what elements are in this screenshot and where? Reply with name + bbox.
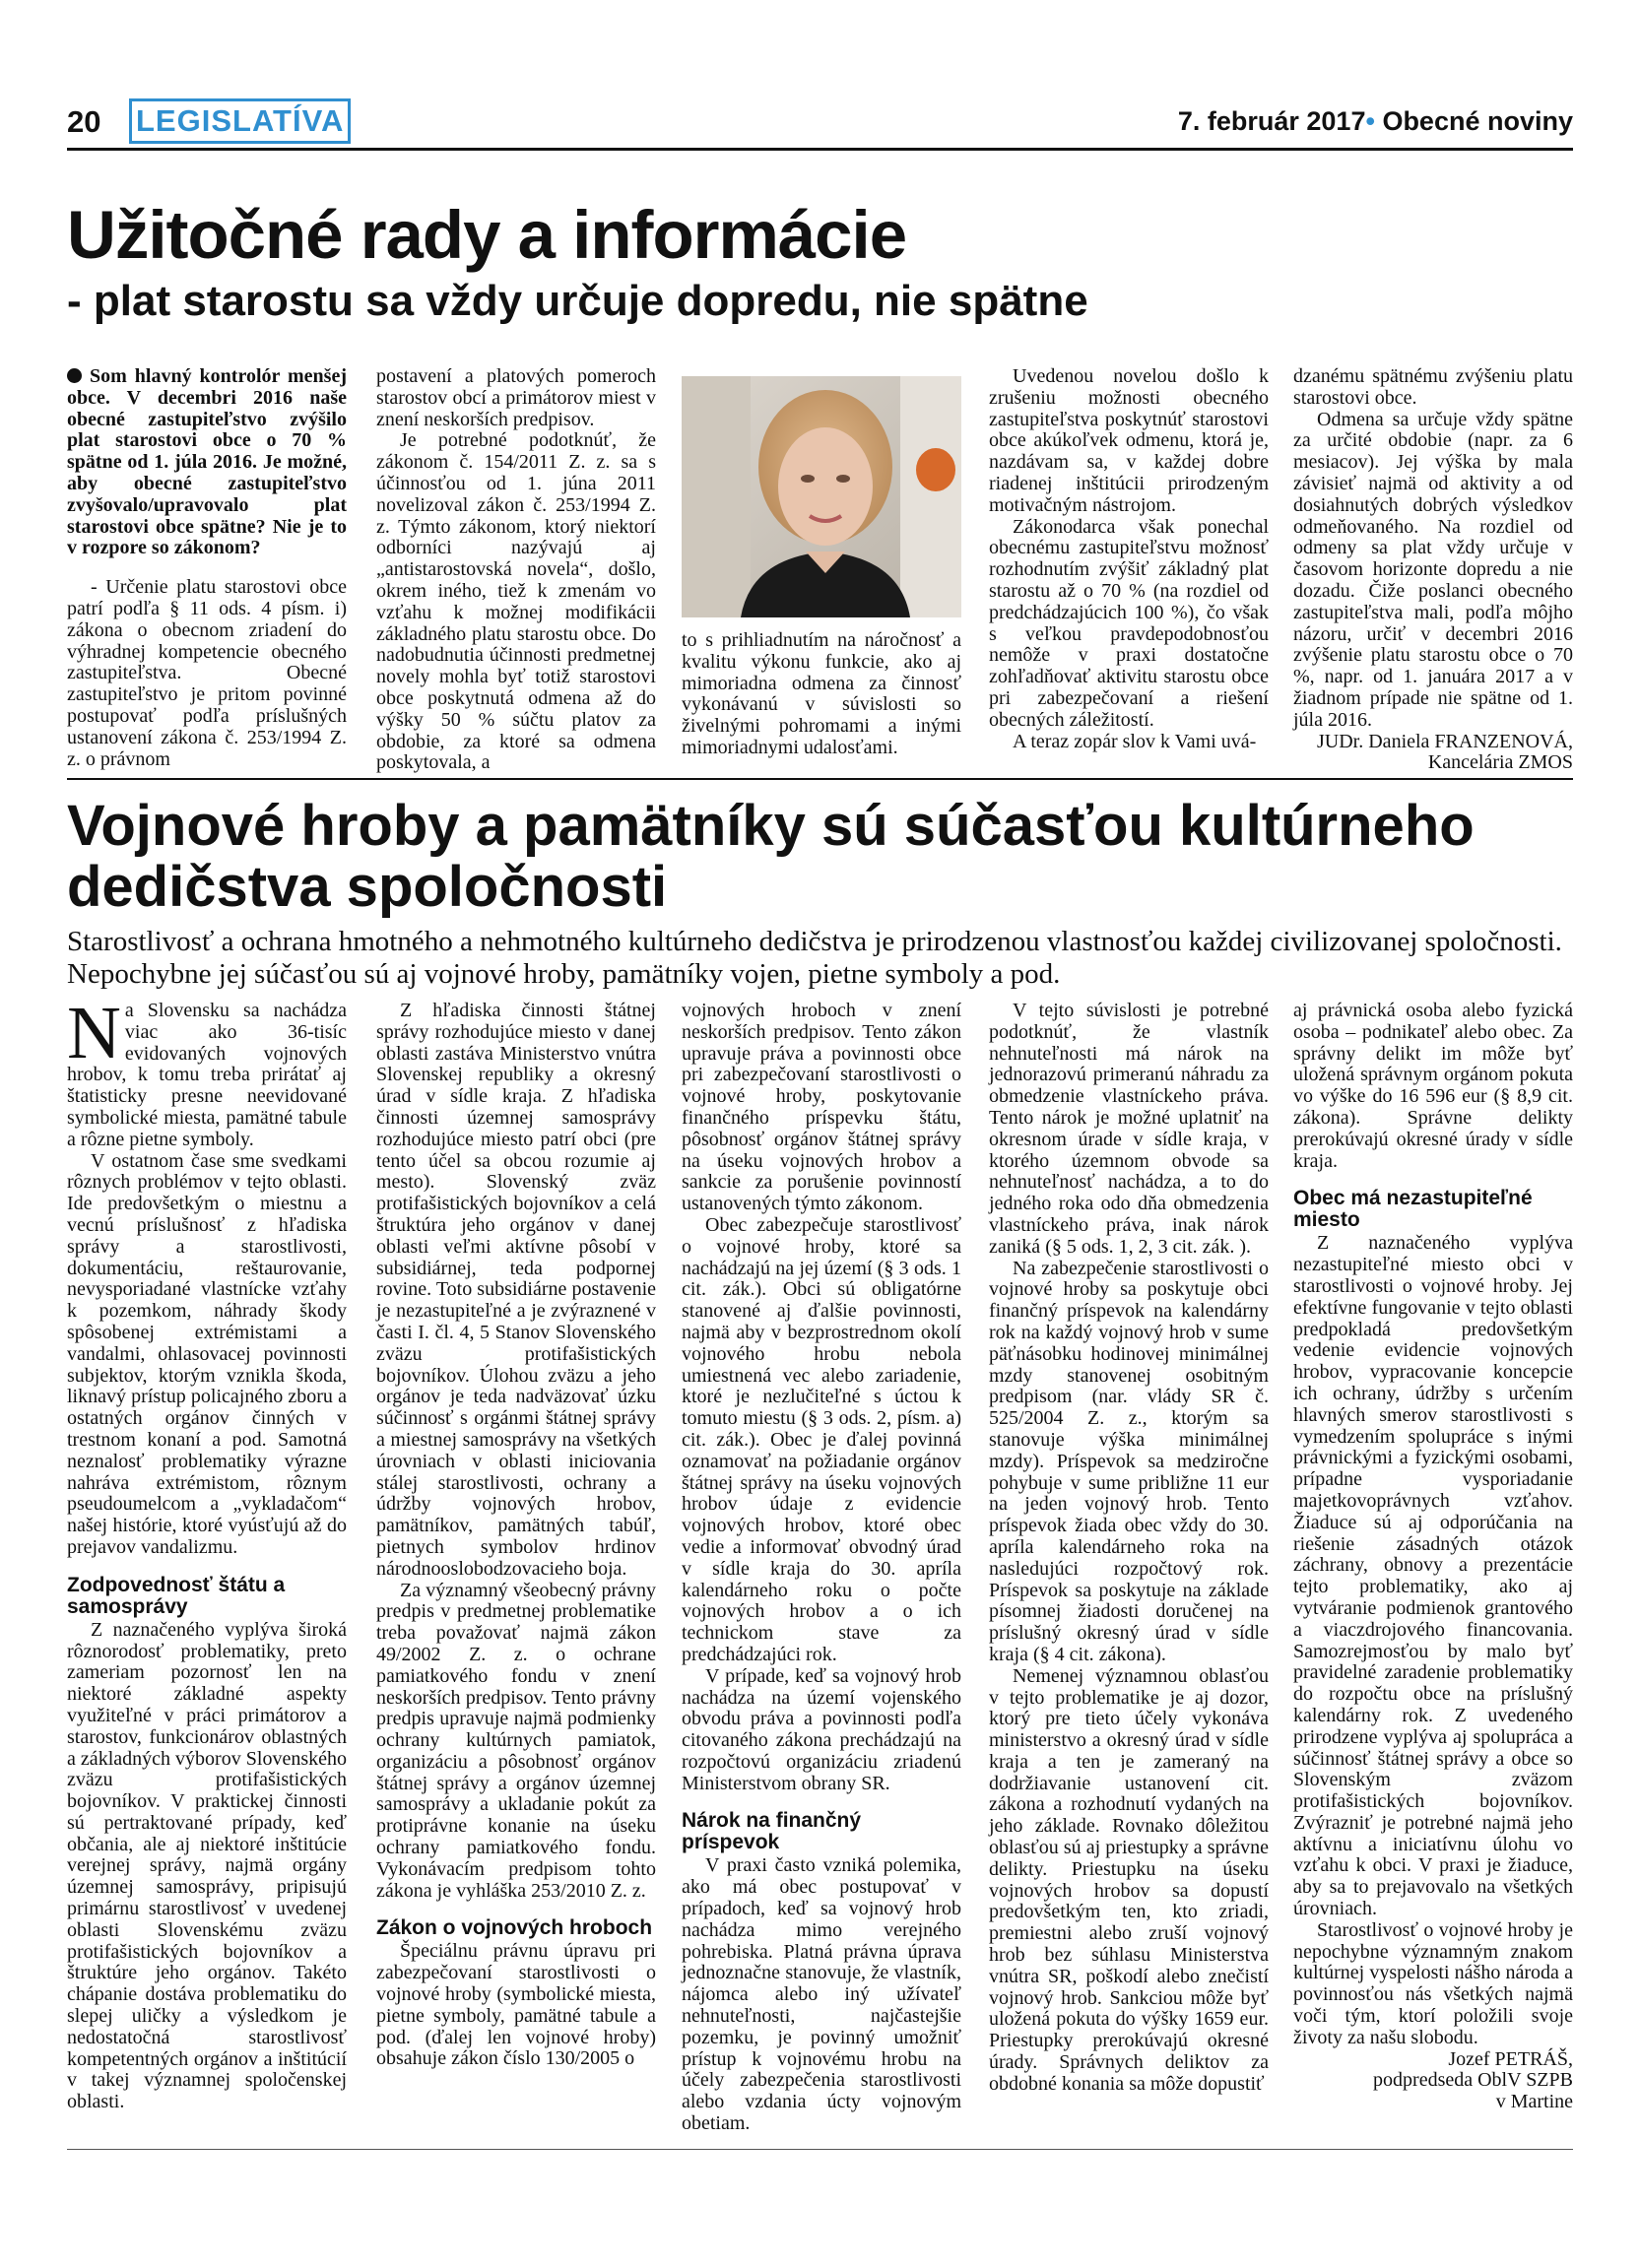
author-name: Jozef PETRÁŠ, bbox=[1448, 2047, 1573, 2070]
author-organization: Kancelária ZMOS bbox=[1427, 751, 1573, 774]
article2-column-4 bbox=[989, 1001, 1269, 2096]
paragraph: Na Slovensku sa nachádza viac ako 36-tisíc evidovaných vojnových hrobov, k tomu treba prirátať aj štatisticky presne neevidované symbolické miesta, pamätné tabule a rôzne pietne symboly. bbox=[67, 992, 347, 1150]
paragraph: - Určenie platu starostovi obce patrí podľa § 11 ods. 4 písm. i) zákona o obecnom zriadení do výhradnej kompetencie obecného zastupiteľstva. Obecné zastupiteľstvo je pritom povinné postupovať podľa príslušných ustanovení zákona č. 253/1994 Z. z. o právnom bbox=[67, 576, 347, 770]
paragraph: Z hľadiska činnosti štátnej správy rozhodujúce miesto v danej oblasti zastáva Ministerstvo vnútra Slovenskej republiky a okresný úrad v sídle kraja. Z hľadiska činnosti územnej samosprávy rozhodujúce miesto patrí obci (pre tento účel sa obcou rozumie aj mesto). Slovenský zväz protifašistických bojovníkov a celá štruktúra jeho orgánov v danej oblasti veľmi aktívne pôsobí v subsidiárnej, teda podpornej rovine. Toto subsidiárne postavenie je nezastupiteľné a je zvýraznené v časti I. čl. 4, 5 Stanov Slovenského zväzu protifašistických bojovníkov. Úlohou zväzu a jeho orgánov je teda nadväzovať úzku súčinnosť s orgánmi štátnej správy a miestnej samosprávy na všetkých úrovniach v oblasti iniciovania stálej starostlivosti, ochrany a údržby vojnových hrobov, pamätníkov, pamätných tabúľ, pietnych symbolov hrdinov národnooslobodzovacieho boja. bbox=[376, 1000, 656, 1580]
paragraph: Z naznačeného vyplýva nezastupiteľné miesto obci v starostlivosti o vojnové hroby. Jej efektívne fungovanie v tejto oblasti predpokladá predovšetkým vedenie evidencie vojnových hrobov, vypracovanie koncepcie ich ochrany, údržby s určením hlavných smerov starostlivosti s vymedzením spolupráce s inými právnickými a fyzickými osobami, prípadne vysporiadanie majetkovoprávnych vzťahov. Žiaduce sú aj odporúčania na riešenie zásadných otázok záchrany, obnovy a prezentácie tejto problematiky, ako aj vytváranie podmienok grantového a viaczdrojového financovania. Samozrejmosťou by malo byť pravidelné zaradenie problematiky do rozpočtu obce na príslušný kalendárny rok. Z uvedeného prirodzene vyplýva aj spolupráca a súčinnosť štátnej správy a obce so Slovenským zväzom protifašistických bojovníkov. Zvýrazniť je potrebné najmä jeho aktívnu a iniciatívnu úlohu vo vzťahu k obci. V praxi je žiaduce, aby sa to prejavovalo na všetkých úrovniach. bbox=[1293, 1232, 1573, 1920]
paragraph: Z naznačeného vyplýva široká rôznorodosť problematiky, preto zameriam pozornosť len na niektoré základné aspekty využiteľné v práci primátorov a starostov, funkcionárov oblastných a základných výborov Slovenského zväzu protifašistických bojovníkov. V praktickej činnosti sú pertraktované prípady, keď občania, ale aj niektoré inštitúcie verejnej správy, najmä orgány územnej samosprávy, pripisujú primárnu starostlivosť v uvedenej oblasti Slovenskému zväzu protifašistických bojovníkov a štruktúre jeho orgánov. Takéto chápanie dostáva problematiku do slepej uličky a výsledkom je nedostatočná starostlivosť kompetentných orgánov a inštitúcií v takej významnej spoločenskej oblasti. bbox=[67, 1618, 347, 2113]
subheading: Zodpovednosť štátu a samosprávy bbox=[67, 1573, 286, 1618]
article1-column-3 bbox=[682, 630, 961, 759]
article2-title: Vojnové hroby a pamätníky sú súčasťou kultúrneho dedičstva spoločnosti bbox=[67, 794, 1475, 919]
article2-lead: Starostlivosť a ochrana hmotného a nehmotného kultúrneho dedičstva je prirodzenou vlastnosťou každej civilizovanej spoločnosti. Nepochybne jej súčasťou sú aj vojnové hroby, pamätníky vojen, pietne symboly a pod. bbox=[67, 926, 1562, 990]
paragraph: Odmena sa určuje vždy spätne za určité obdobie (napr. za 6 mesiacov). Jej výška by mala závisieť najmä od aktivity a od dosiahnutých dobrých výsledkov odmeňovaného. Na rozdiel od odmeny sa plat vždy určuje v časovom horizonte dopredu a nie dozadu. Čiže poslanci obecného zastupiteľstva mali, podľa môjho názoru, určiť v decembri 2016 zvýšenie platu starostu obce o 70 %, napr. od 1. januára 2017 a v žiadnom prípade nie spätne od 1. júla 2016. bbox=[1293, 408, 1573, 731]
issue-date: 7. február 2017 bbox=[1177, 106, 1366, 136]
paragraph: Je potrebné podotknúť, že zákonom č. 154/2011 Z. z. sa s účinnosťou od 1. júna 2011 novelizoval zákon č. 253/1994 Z. z. Týmto zákonom, ktorý niektorí odborníci nazývajú aj „antistarostovská novela“, došlo, okrem iného, tiež k zmenám vo vzťahu k možnej modifikácii základného platu starostu obce. Do nadobudnutia účinnosti predmetnej novely mohla byť totiž starostovi obce poskytnutá odmena až do výšky 50 % súčtu platov za obdobie, za ktoré sa odmena poskytovala, a bbox=[376, 429, 656, 774]
page-number: 20 bbox=[67, 104, 101, 139]
paragraph: to s prihliadnutím na náročnosť a kvalitu výkonu funkcie, ako aj mimoriadna odmena za činnosť vykonávanú v súvislosti so živelnými pohromami a inými mimoriadnymi udalosťami. bbox=[682, 629, 961, 758]
author-photo bbox=[682, 376, 961, 617]
author-role: podpredseda OblV SZPB bbox=[1373, 2069, 1573, 2092]
paragraph: Starostlivosť o vojnové hroby je nepochybne významným znakom kultúrnej vyspelosti nášho národa a povinnosťou nás všetkých najmä voči tým, ktorí položili svoje životy za našu slobodu. bbox=[1293, 1918, 1573, 2048]
drop-cap: N bbox=[67, 992, 121, 1074]
paragraph: postavení a platových pomeroch starostov obcí a primátorov miest v znení neskorších predpisov. bbox=[376, 365, 656, 430]
header-rule bbox=[67, 148, 1573, 151]
paragraph: dzanému spätnému zvýšeniu platu starostovi obce. bbox=[1293, 365, 1573, 409]
subheading: Nárok na finančný príspevok bbox=[682, 1809, 862, 1854]
section-label: LEGISLATÍVA bbox=[129, 98, 351, 144]
article1-column-2 bbox=[376, 366, 656, 774]
article-divider bbox=[67, 778, 1573, 780]
subheading: Zákon o vojnových hroboch bbox=[376, 1916, 653, 1940]
article1-column-1 bbox=[67, 366, 347, 770]
article2-column-5 bbox=[1293, 1001, 1573, 2113]
paragraph: V prípade, keď sa vojnový hrob nachádza na území vojenského obvodu práva a povinnosti podľa citovaného zákona prechádzajú na rozpočtovú organizáciu zriadenú Ministerstvom obrany SR. bbox=[682, 1664, 961, 1794]
article2-column-2 bbox=[376, 1001, 656, 2070]
article1-subtitle: - plat starostu sa vždy určuje dopredu, nie spätne bbox=[67, 277, 1088, 325]
paragraph: A teraz zopár slov k Vami uvá- bbox=[1013, 730, 1257, 752]
publication-name: Obecné noviny bbox=[1382, 106, 1573, 136]
masthead bbox=[1178, 106, 1573, 137]
header-bullet: • bbox=[1365, 106, 1375, 136]
article2-column-3 bbox=[682, 1001, 961, 2135]
paragraph: Špeciálnu právnu úpravu pri zabezpečovaní starostlivosti o vojnové hroby (symbolické miesta, pietne symboly, pamätné tabule a pod. (ďalej len vojnové hroby) obsahuje zákon číslo 130/2005 o bbox=[376, 1940, 656, 2070]
paragraph: vojnových hroboch v znení neskorších predpisov. Tento zákon upravuje práva a povinnosti obce pri zabezpečovaní starostlivosti o vojnové hroby, poskytovanie finančného príspevku štátu, pôsobnosť orgánov štátnej správy na úseku vojnových hrobov a sankcie za porušenie povinností ustanovených týmto zákonom. bbox=[682, 1000, 961, 1215]
paragraph: V praxi často vzniká polemika, ako má obec postupovať v prípadoch, keď sa vojnový hrob nachádza mimo verejného pohrebiska. Platná právna úprava jednoznačne stanovuje, že vlastník, nájomca alebo iný užívateľ nehnuteľnosti, najčastejšie pozemku, je povinný umožniť prístup k vojnovému hrobu na účely zabezpečenia starostlivosti alebo vzdania úcty vojnovým obetiam. bbox=[682, 1854, 961, 2135]
article1-column-5 bbox=[1293, 366, 1573, 774]
footer-rule bbox=[67, 2149, 1573, 2150]
paragraph: Nemenej významnou oblasťou v tejto problematike je aj dozor, ktorý pre tieto účely vykonáva ministerstvo a okresný úrad v sídle kraja a ten je zameraný na dodržiavanie ustanovení cit. zákona a rozhodnutí vydaných na jeho základe. Rovnako dôležitou oblasťou sú aj priestupky a správne delikty. Priestupku na úseku vojnových hrobov sa dopustí predovšetkým ten, kto zriadi, premiestni alebo zruší vojnový hrob bez súhlasu Ministerstva vnútra SR, poškodí alebo znečistí vojnový hrob. Sankciou môže byť uložená pokuta do výšky 1659 eur. Priestupky prerokúvajú okresné úrady. Správnych deliktov za obdobné konania sa môže dopustiť bbox=[989, 1664, 1269, 2095]
paragraph: aj právnická osoba alebo fyzická osoba – podnikateľ alebo obec. Za správny delikt im môže byť uložená správnym orgánom pokuta vo výške do 16 596 eur (§ 8,9 cit. zákona). Správne delikty prerokúvajú okresné úrady v sídle kraja. bbox=[1293, 1000, 1573, 1172]
reader-question: Som hlavný kontrolór menšej obce. V decembri 2016 naše obecné zastupiteľstvo zvýšilo plat starostovi obce o 70 % spätne od 1. júla 2016. Je možné, aby obecné zastupiteľstvo zvyšovalo/upravovalo plat starostovi obce spätne? Nie je to v rozpore so zákonom? bbox=[67, 365, 347, 559]
subheading: Obec má nezastupiteľné miesto bbox=[1293, 1187, 1533, 1232]
paragraph: Uvedenou novelou došlo k zrušeniu možnosti obecného zastupiteľstva poskytnúť starostovi obce akúkoľvek odmenu, ktorá je, nazdávam sa, v každej dobre riadenej inštitúcii prirodzeným motivačným nástrojom. bbox=[989, 365, 1269, 516]
author-place: v Martine bbox=[1495, 2091, 1573, 2113]
bullet-icon bbox=[67, 368, 82, 383]
article2-column-1 bbox=[67, 992, 347, 2113]
paragraph: V ostatnom čase sme svedkami rôznych problémov v tejto oblasti. Ide predovšetkým o miestnu a vecnú príslušnosť z hľadiska správy a starostlivosti, dokumentáciu, reštaurovanie, nevysporiadané vlastnícke vzťahy k pozemkom, náhrady škody spôsobenej extrémistami a vandalmi, ohlasovacej povinnosti subjektov, ktorým vznikla škoda, liknavý prístup policajného zboru a ostatných orgánov činných v trestnom konaní a pod. Samotná neznalosť problematiky výrazne nahráva extrémistom, rôznym pseudoumelcom a „vykladačom“ našej histórie, ktoré vyúsťujú až do prejavov vandalizmu. bbox=[67, 1149, 347, 1558]
paragraph: Na zabezpečenie starostlivosti o vojnové hroby sa poskytuje obci finančný príspevok na kalendárny rok na každý vojnový hrob v sume päťnásobku hodinovej minimálnej mzdy stanovenej osobitným predpisom (nar. vlády SR č. 525/2004 Z. z., ktorým sa stanovuje výška minimálnej mzdy). Príspevok sa medziročne pohybuje v sume približne 11 eur na jeden vojnový hrob. Tento príspevok žiada obec vždy do 30. apríla kalendárneho roka na nasledujúci rozpočtový rok. Príspevok sa poskytuje na základe písomnej žiadosti doručenej na príslušný okresný úrad v sídle kraja (§ 4 cit. zákona). bbox=[989, 1257, 1269, 1665]
author-name: JUDr. Daniela FRANZENOVÁ, bbox=[1317, 730, 1573, 752]
article1-column-4 bbox=[989, 366, 1269, 752]
paragraph: V tejto súvislosti je potrebné podotknúť, že vlastník nehnuteľnosti má nárok na jednorazovú primeranú náhradu za obmedzenie vlastníckeho práva. Tento nárok je možné uplatniť na okresnom úrade v sídle kraja, v ktorého územnom obvode sa nehnuteľnosť nachádza, a to do jedného roka odo dňa obmedzenia vlastníckeho práva, inak nárok zaniká (§ 5 ods. 1, 2, 3 cit. zák. ). bbox=[989, 1000, 1269, 1258]
article1-title: Užitočné rady a informácie bbox=[67, 197, 907, 273]
paragraph: Obec zabezpečuje starostlivosť o vojnové hroby, ktoré sa nachádzajú na jej území (§ 3 ods. 1 cit. zák.). Obci sú obligatórne stanovené aj ďalšie povinnosti, najmä aby v bezprostrednom okolí vojnového hrobu nebola umiestnená vec alebo zariadenie, ktoré je nezlučiteľné s úctou k tomuto miestu (§ 3 ods. 2, písm. a) cit. zák.). Obec je ďalej povinná oznamovať na požiadanie orgánov štátnej správy na úseku vojnových hrobov údaje z evidencie vojnových hrobov, ktoré obec vedie a informovať obvodný úrad v sídle kraja do 30. apríla kalendárneho roku o počte vojnových hrobov a o ich technickom stave za predchádzajúci rok. bbox=[682, 1213, 961, 1665]
paragraph: Za významný všeobecný právny predpis v predmetnej problematike treba považovať najmä zákon 49/2002 Z. z. o ochrane pamiatkového fondu v znení neskorších predpisov. Tento právny predpis upravuje najmä podmienky ochrany kultúrnych pamiatok, organizáciu a pôsobnosť orgánov štátnej správy a orgánov územnej samosprávy a ukladanie pokút za protiprávne konanie na úseku ochrany pamiatkového fondu. Vykonávacím predpisom tohto zákona je vyhláška 253/2010 Z. z. bbox=[376, 1579, 656, 1902]
paragraph: Zákonodarca však ponechal obecnému zastupiteľstvu možnosť rozhodnutím zvýšiť základný plat starostu až o 70 % (na rozdiel od predchádzajúcich 100 %), čo však s veľkou pravdepodobnosťou nemôže v praxi dostatočne zohľadňovať aktivitu starostu obce pri zabezpečovaní a riešení obecných záležitostí. bbox=[989, 515, 1269, 731]
